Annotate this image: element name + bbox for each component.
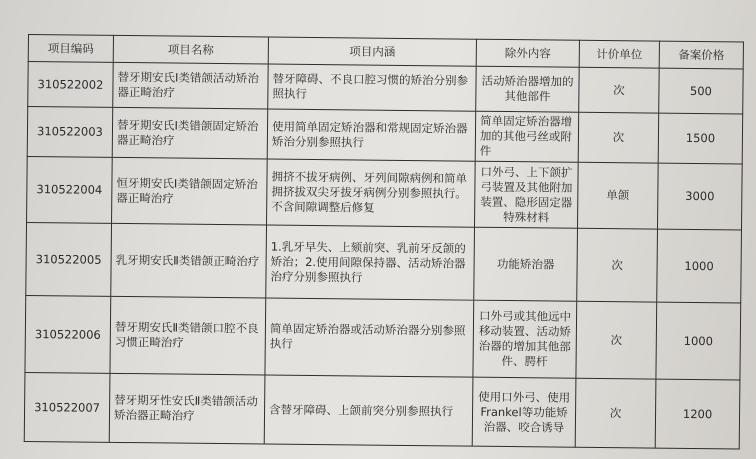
cell-content: 替牙障碍、不良口腔习惯的矫治分别参照执行 (268, 64, 476, 111)
cell-name: 替牙期安氏Ⅰ类错颌活动矫治器正畸治疗 (113, 62, 268, 109)
cell-name: 恒牙期安氏Ⅰ类错颌固定矫治器正畸治疗 (112, 157, 268, 225)
header-unit: 计价单位 (579, 40, 659, 68)
table-row (27, 156, 743, 229)
cell-unit: 次 (578, 112, 659, 163)
cell-price: 3000 (657, 163, 742, 230)
cell-unit: 单颌 (577, 162, 658, 229)
fee-table (24, 34, 744, 449)
cell-exclude: 功能矫治器 (474, 227, 578, 301)
cell-unit: 次 (579, 67, 659, 113)
cell-content: 拥挤不拔牙病例、牙列间隙病例和简单拥挤拔双尖牙拔牙病例分别参照执行。不含间隙调整后修复 (267, 159, 476, 227)
cell-price: 1500 (658, 113, 743, 164)
cell-price: 1200 (655, 379, 740, 449)
cell-unit: 次 (576, 301, 657, 379)
table-row (25, 295, 741, 379)
table-row (27, 107, 742, 164)
cell-code: 310522006 (25, 295, 111, 373)
cell-exclude: 简单固定矫治器增加的其他弓丝或附件 (475, 111, 579, 162)
cell-exclude: 使用口外弓、使用Frankel等功能矫治器、咬合诱导 (472, 377, 576, 447)
header-name: 项目名称 (113, 35, 268, 64)
table-row (28, 62, 743, 114)
table-row (26, 222, 742, 302)
header-code: 项目编码 (28, 35, 113, 63)
cell-unit: 次 (575, 378, 656, 448)
cell-code: 310522005 (26, 222, 112, 296)
cell-name: 替牙期安氏Ⅰ类错颌固定矫治器正畸治疗 (112, 107, 268, 159)
cell-price: 1000 (657, 229, 742, 303)
cell-unit: 次 (577, 228, 658, 302)
cell-exclude: 活动矫治器增加的其他部件 (476, 66, 579, 112)
header-content: 项目内涵 (268, 37, 476, 66)
cell-name: 替牙期安氏Ⅱ类错颌口腔不良习惯正畸治疗 (110, 296, 266, 375)
cell-content: 含替牙障碍、上颌前突分别参照执行 (264, 375, 473, 446)
cell-code: 310522004 (27, 156, 113, 223)
cell-price: 500 (659, 68, 743, 114)
header-exclude: 除外内容 (476, 39, 579, 67)
cell-content: 简单固定矫治器或活动矫治器分别参照执行 (265, 298, 474, 377)
cell-code: 310522003 (27, 107, 113, 158)
cell-code: 310522007 (24, 372, 110, 442)
cell-name: 乳牙期安氏Ⅱ类错颌正畸治疗 (111, 223, 267, 298)
cell-name: 替牙期牙性安氏Ⅱ类错颌活动矫治器正畸治疗 (109, 373, 265, 444)
header-price: 备案价格 (659, 41, 743, 69)
cell-content: 使用简单固定矫治器和常规固定矫治器矫治分别参照执行 (267, 109, 476, 161)
cell-code: 310522002 (28, 62, 113, 108)
table-row (24, 372, 740, 448)
cell-exclude: 口外弓或其他远中移动装置、活动矫治器的增加其他部件、腭杆 (473, 300, 577, 378)
cell-exclude: 口外弓、上下颌扩弓装置及其他附加装置、隐形固定器特殊材料 (475, 161, 579, 228)
cell-price: 1000 (656, 302, 741, 380)
cell-content: 1.乳牙早失、上颏前突、乳前牙反颌的矫治；2.使用间隙保持器、活动矫治器治疗分别参照执行 (266, 225, 475, 300)
